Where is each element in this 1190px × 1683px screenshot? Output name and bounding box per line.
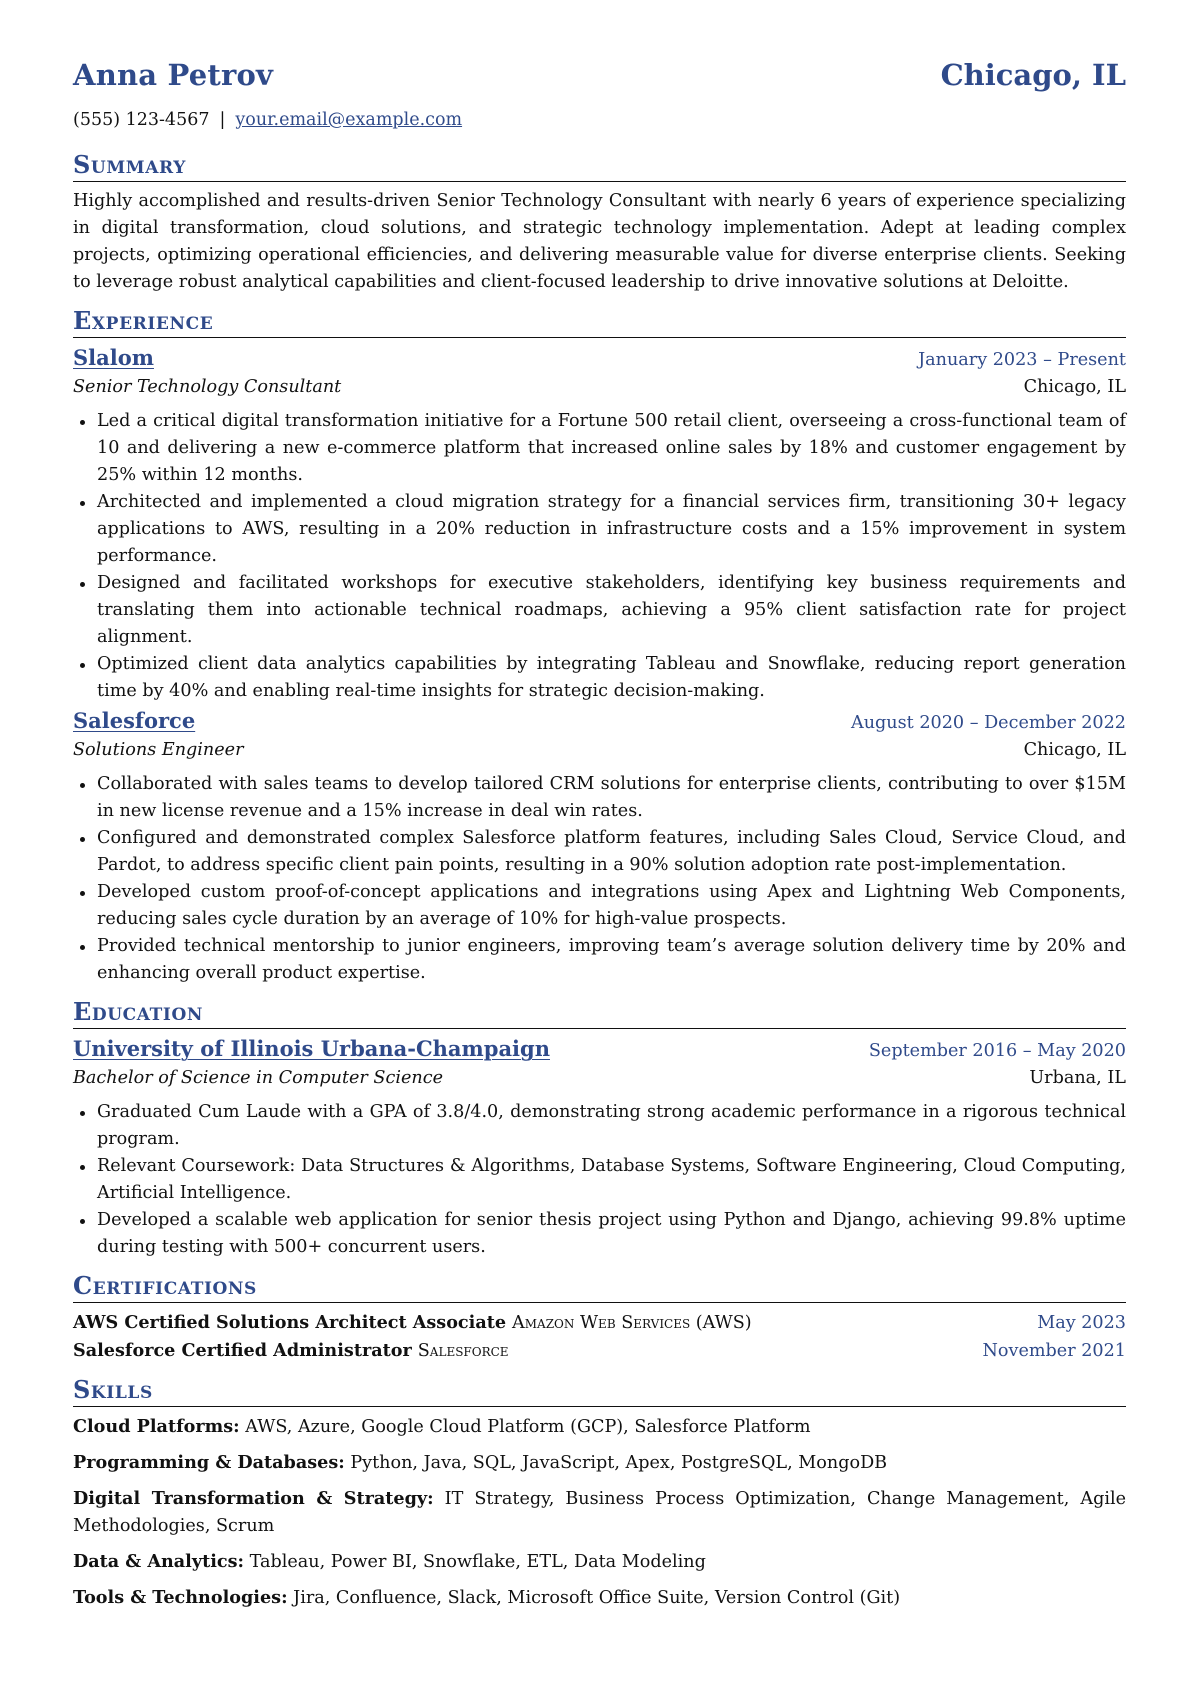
- degree: Bachelor of Science in Computer Science: [73, 1068, 443, 1088]
- list-item: Led a critical digital transformation initiative for a Fortune 500 retail client, overseeing a cross-functional team of 10 and delivering a new e-commerce platform that increased online sales by 18% and customer engagement by 25% within 12 months.: [97, 408, 1126, 489]
- skill-values: IT Strategy, Business Process Optimization, Change Management, Agile Methodologies, Scrum: [73, 1489, 1126, 1536]
- list-item: Relevant Coursework: Data Structures & Algorithms, Database Systems, Software Engineering, Cloud Computing, Artificial Intelligence.: [97, 1153, 1126, 1207]
- list-item: Provided technical mentorship to junior engineers, improving team’s average solution delivery time by 20% and enhancing overall product expertise.: [97, 933, 1126, 987]
- list-item: Architected and implemented a cloud migration strategy for a financial services firm, transitioning 30+ legacy applications to AWS, resulting in a 20% reduction in infrastructure costs and a 15% improvement in system performance.: [97, 489, 1126, 570]
- certification-name: AWS Certified Solutions Architect Associate: [73, 1312, 507, 1333]
- list-item: Graduated Cum Laude with a GPA of 3.8/4.0, demonstrating strong academic performance in a rigorous technical program.: [97, 1099, 1126, 1153]
- job-location: Chicago, IL: [1023, 740, 1126, 760]
- summary-text: Highly accomplished and results-driven Senior Technology Consultant with nearly 6 years of experience specializing in digital transformation, cloud solutions, and strategic technology implementation. Adept at leading complex projects, optimizing operational efficiencies, and delivering measurable value for diverse enterprise clients. Seeking to leverage robust analytical capabilities and client-focused leadership to drive innovative solutions at Deloitte.: [73, 191, 1126, 292]
- certification-date: May 2023: [1037, 1313, 1126, 1333]
- employment-dates: August 2020 – December 2022: [851, 713, 1126, 733]
- skill-category: Programming & Databases:: [73, 1452, 345, 1473]
- school-location: Urbana, IL: [1029, 1068, 1126, 1088]
- job-location: Chicago, IL: [1023, 377, 1126, 397]
- section-title-education: Education: [73, 997, 1126, 1029]
- candidate-location: Chicago, IL: [940, 58, 1126, 92]
- contact-line: [73, 110, 1126, 140]
- skill-line: [73, 1548, 1126, 1576]
- certification-name: Salesforce Certified Administrator: [73, 1340, 412, 1361]
- achievement-list: [73, 408, 1126, 705]
- skill-values: AWS, Azure, Google Cloud Platform (GCP), Salesforce Platform: [245, 1417, 811, 1437]
- education-dates: September 2016 – May 2020: [868, 1041, 1126, 1061]
- list-item: Optimized client data analytics capabilities by integrating Tableau and Snowflake, reducing report generation time by 40% and enabling real-time insights for strategic decision-making.: [97, 651, 1126, 705]
- skill-values: Tableau, Power BI, Snowflake, ETL, Data Modeling: [249, 1552, 706, 1572]
- skill-line: [73, 1413, 1126, 1441]
- skill-line: [73, 1449, 1126, 1477]
- resume-page: [73, 58, 1126, 1620]
- skill-line: [73, 1485, 1126, 1540]
- skill-category: Digital Transformation & Strategy:: [73, 1488, 434, 1509]
- employer-name[interactable]: Slalom: [73, 345, 154, 370]
- list-item: Collaborated with sales teams to develop tailored CRM solutions for enterprise clients, contributing to over $15M in new license revenue and a 15% increase in deal win rates.: [97, 771, 1126, 825]
- list-item: Designed and facilitated workshops for executive stakeholders, identifying key business requirements and translating them into actionable technical roadmaps, achieving a 95% client satisfaction rate for project alignment.: [97, 570, 1126, 651]
- certification-date: November 2021: [982, 1341, 1126, 1361]
- employer-name[interactable]: Salesforce: [73, 708, 196, 733]
- school-name[interactable]: University of Illinois Urbana-Champaign: [73, 1036, 550, 1061]
- certification-row: [73, 1309, 1126, 1337]
- skill-line: [73, 1584, 1126, 1612]
- list-item: Developed custom proof-of-concept applications and integrations using Apex and Lightning Web Components, reducing sales cycle duration by an average of 10% for high-value prospects.: [97, 879, 1126, 933]
- experience-entry-salesforce: [73, 707, 1126, 987]
- employment-dates: January 2023 – Present: [918, 350, 1126, 370]
- skill-category: Cloud Platforms:: [73, 1416, 240, 1437]
- achievement-list: [73, 771, 1126, 987]
- skill-values: Jira, Confluence, Slack, Microsoft Office Suite, Version Control (Git): [293, 1588, 901, 1608]
- section-title-summary: Summary: [73, 150, 1126, 182]
- education-entry: [73, 1035, 1126, 1261]
- job-title: Senior Technology Consultant: [73, 377, 342, 397]
- list-item: Configured and demonstrated complex Salesforce platform features, including Sales Cloud, Service Cloud, and Pardot, to address specific client pain points, resulting in a 90% solution adoption rate post-implementation.: [97, 825, 1126, 879]
- contact-separator: |: [219, 110, 226, 130]
- education-list: [73, 1099, 1126, 1261]
- resume-header: [73, 58, 1126, 108]
- phone-number: (555) 123-4567: [73, 110, 210, 130]
- certification-issuer: Amazon Web Services (AWS): [512, 1313, 752, 1333]
- job-title: Solutions Engineer: [73, 740, 244, 760]
- certification-issuer: Salesforce: [417, 1341, 509, 1361]
- section-title-experience: Experience: [73, 306, 1126, 338]
- candidate-name: Anna Petrov: [73, 58, 274, 92]
- list-item: Developed a scalable web application for senior thesis project using Python and Django, achieving 99.8% uptime during testing with 500+ concurrent users.: [97, 1207, 1126, 1261]
- skill-category: Data & Analytics:: [73, 1551, 244, 1572]
- certification-row: [73, 1337, 1126, 1365]
- section-title-skills: Skills: [73, 1375, 1126, 1407]
- skill-category: Tools & Technologies:: [73, 1587, 288, 1608]
- experience-entry-slalom: [73, 344, 1126, 705]
- section-title-certifications: Certifications: [73, 1271, 1126, 1303]
- skill-values: Python, Java, SQL, JavaScript, Apex, PostgreSQL, MongoDB: [350, 1453, 888, 1473]
- email-link[interactable]: your.email@example.com: [235, 110, 463, 130]
